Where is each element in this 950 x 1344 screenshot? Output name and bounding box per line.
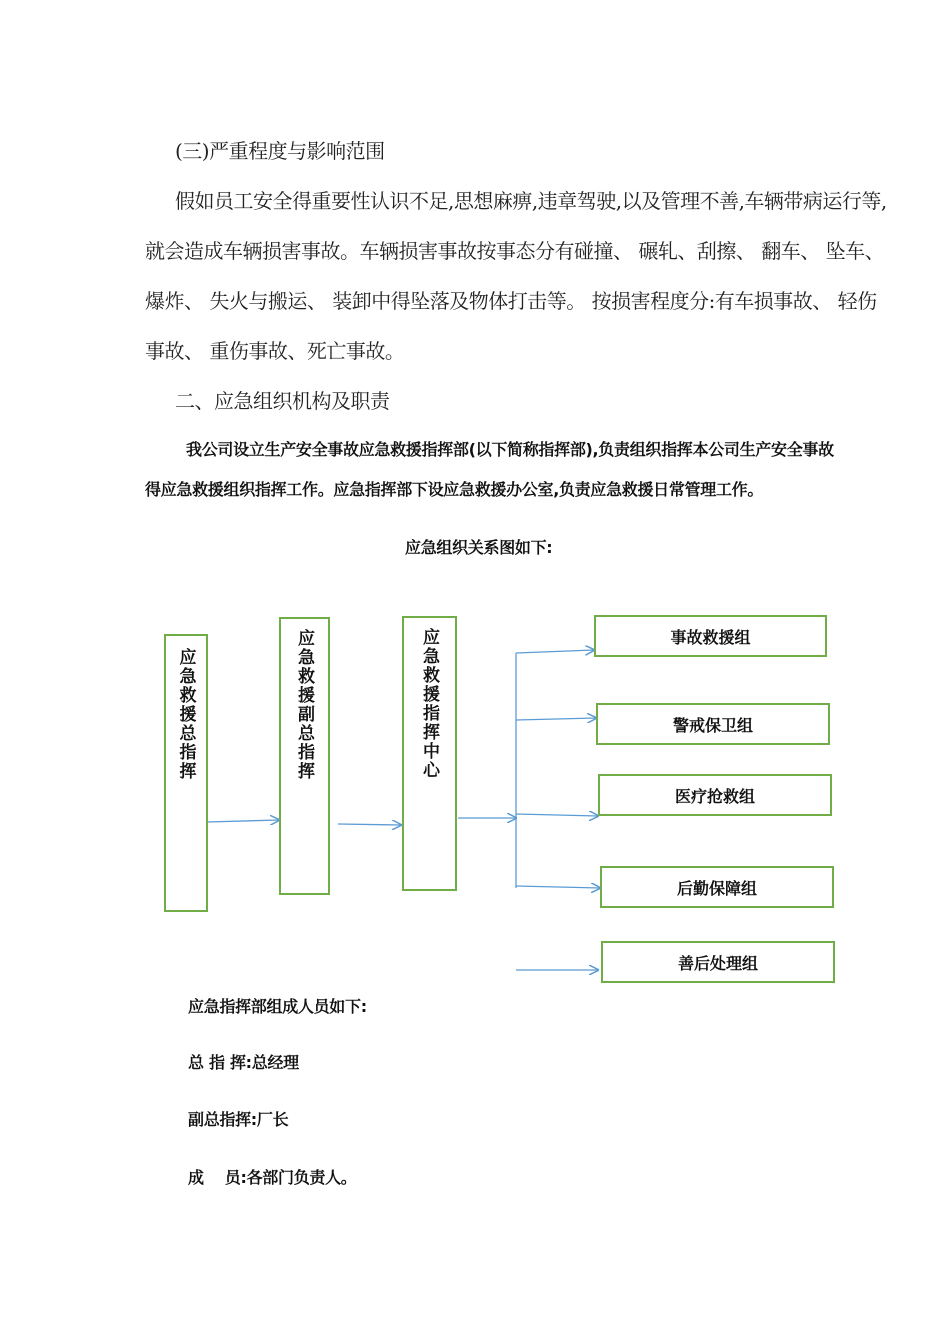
- arrow-to-group-1: [516, 650, 594, 653]
- paragraph-line-1: 假如员工安全得重要性认识不足,思想麻痹,违章驾驶,以及管理不善,车辆带病运行等,: [175, 189, 887, 213]
- deputy-commander-label: 应急救援副总指挥: [294, 629, 314, 781]
- arrow-to-group-4: [516, 886, 600, 888]
- intro-line-2: 得应急救援组织指挥工作。应急指挥部下设应急救援办公室,负责应急救援日常管理工作。: [145, 480, 764, 499]
- arrow-deputy-to-center: [338, 824, 401, 825]
- paragraph-line-2: 就会造成车辆损害事故。车辆损害事故按事态分有碰撞、 碾轧、刮擦、 翻车、 坠车、: [145, 239, 885, 263]
- member-value: 厂长: [256, 1110, 289, 1129]
- arrow-to-group-3: [516, 814, 598, 816]
- member-row-members: [188, 1166, 357, 1190]
- group-box-security-guard: 警戒保卫组: [596, 703, 830, 745]
- paragraph-line-3: 爆炸、 失火与搬运、 装卸中得坠落及物体打击等。 按损害程度分:有车损事故、 轻伤: [145, 289, 877, 313]
- diagram-caption: 应急组织关系图如下:: [405, 538, 553, 557]
- group-box-aftermath: 善后处理组: [601, 941, 835, 983]
- chief-commander-box: [164, 634, 208, 912]
- group-box-accident-rescue: 事故救援组: [594, 615, 827, 657]
- member-value: 总经理: [251, 1053, 299, 1072]
- command-center-box: [402, 616, 457, 891]
- chief-commander-label: 应急救援总指挥: [175, 648, 196, 781]
- arrow-to-group-2: [516, 718, 596, 720]
- member-value: 各部门负责人。: [246, 1168, 357, 1187]
- group-box-logistics: 后勤保障组: [600, 866, 834, 908]
- deputy-commander-box: [279, 617, 330, 895]
- member-role: 总 指 挥:: [188, 1053, 252, 1072]
- command-center-label: 应急救援指挥中心: [419, 628, 439, 780]
- intro-line-1: 我公司设立生产安全事故应急救援指挥部(以下简称指挥部),负责组织指挥本公司生产安全事故: [186, 440, 834, 459]
- members-heading: 应急指挥部组成人员如下:: [188, 997, 367, 1016]
- arrow-chief-to-deputy: [207, 820, 279, 822]
- section-heading-organization: 二、应急组织机构及职责: [175, 389, 390, 413]
- member-row-chief: [188, 1051, 299, 1075]
- paragraph-line-4: 事故、 重伤事故、死亡事故。: [145, 339, 405, 363]
- member-row-deputy: [188, 1108, 288, 1132]
- section-heading-severity: (三)严重程度与影响范围: [175, 139, 385, 163]
- member-role: 成 员:: [188, 1168, 247, 1187]
- group-box-medical-rescue: 医疗抢救组: [598, 774, 832, 816]
- member-role: 副总指挥:: [188, 1110, 257, 1129]
